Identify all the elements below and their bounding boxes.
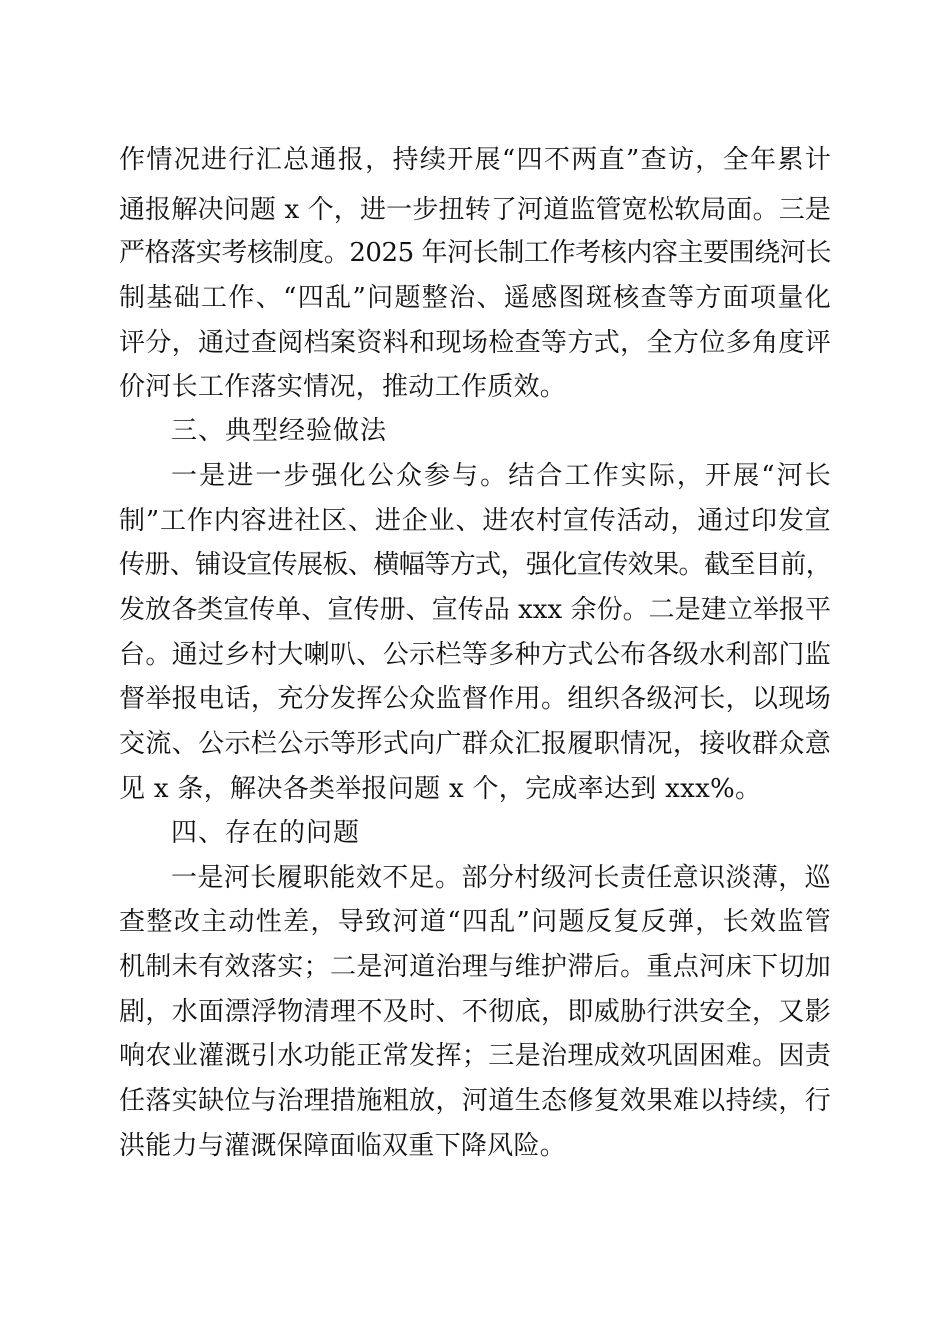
paragraph-line: 交流、公示栏公示等形式向广群众汇报履职情况，接收群众意 bbox=[119, 729, 831, 759]
paragraph-line: 机制未有效落实；二是河道治理与维护滞后。重点河床下切加 bbox=[119, 952, 831, 982]
paragraph-line: 见 x 条，解决各类举报问题 x 个，完成率达到 xxx%。 bbox=[119, 774, 762, 804]
paragraph-line: 评分，通过查阅档案资料和现场检查等方式，全方位多角度评 bbox=[119, 328, 831, 358]
paragraph-line: 响农业灌溉引水功能正常发挥；三是治理成效巩固困难。因责 bbox=[119, 1041, 831, 1071]
paragraph-line: 洪能力与灌溉保障面临双重下降风险。 bbox=[119, 1131, 567, 1161]
paragraph-line: 严格落实考核制度。2025 年河长制工作考核内容主要围绕河长 bbox=[119, 238, 831, 268]
paragraph-line: 查整改主动性差，导致河道“四乱”问题反复反弹，长效监管 bbox=[119, 907, 831, 937]
paragraph-line: 剧，水面漂浮物清理不及时、不彻底，即威胁行洪安全，又影 bbox=[119, 997, 831, 1027]
section-heading: 三、典型经验做法 bbox=[171, 416, 388, 446]
paragraph-line: 台。通过乡村大喇叭、公示栏等多种方式公布各级水利部门监 bbox=[119, 640, 831, 670]
paragraph-line: 传册、铺设宣传展板、横幅等方式，强化宣传效果。截至目前， bbox=[119, 550, 831, 580]
paragraph-line: 发放各类宣传单、宣传册、宣传品 xxx 余份。二是建立举报平 bbox=[119, 595, 832, 625]
paragraph-line: 制基础工作、“四乱”问题整治、遥感图斑核查等方面项量化 bbox=[119, 283, 831, 313]
paragraph-line: 督举报电话，充分发挥公众监督作用。组织各级河长，以现场 bbox=[119, 684, 831, 714]
paragraph-line: 任落实缺位与治理措施粗放，河道生态修复效果难以持续，行 bbox=[119, 1086, 831, 1116]
section-heading: 四、存在的问题 bbox=[171, 818, 361, 848]
paragraph-line: 一是河长履职能效不足。部分村级河长责任意识淡薄，巡 bbox=[171, 863, 831, 893]
paragraph-line: 制”工作内容进社区、进企业、进农村宣传活动，通过印发宣 bbox=[119, 506, 831, 536]
paragraph-line: 价河长工作落实情况，推动工作质效。 bbox=[119, 372, 567, 402]
paragraph-line: 作情况进行汇总通报，持续开展“四不两直”查访，全年累计 bbox=[119, 145, 831, 175]
paragraph-line: 通报解决问题 x 个，进一步扭转了河道监管宽松软局面。三是 bbox=[119, 195, 831, 225]
paragraph-line: 一是进一步强化公众参与。结合工作实际，开展“河长 bbox=[171, 461, 831, 491]
